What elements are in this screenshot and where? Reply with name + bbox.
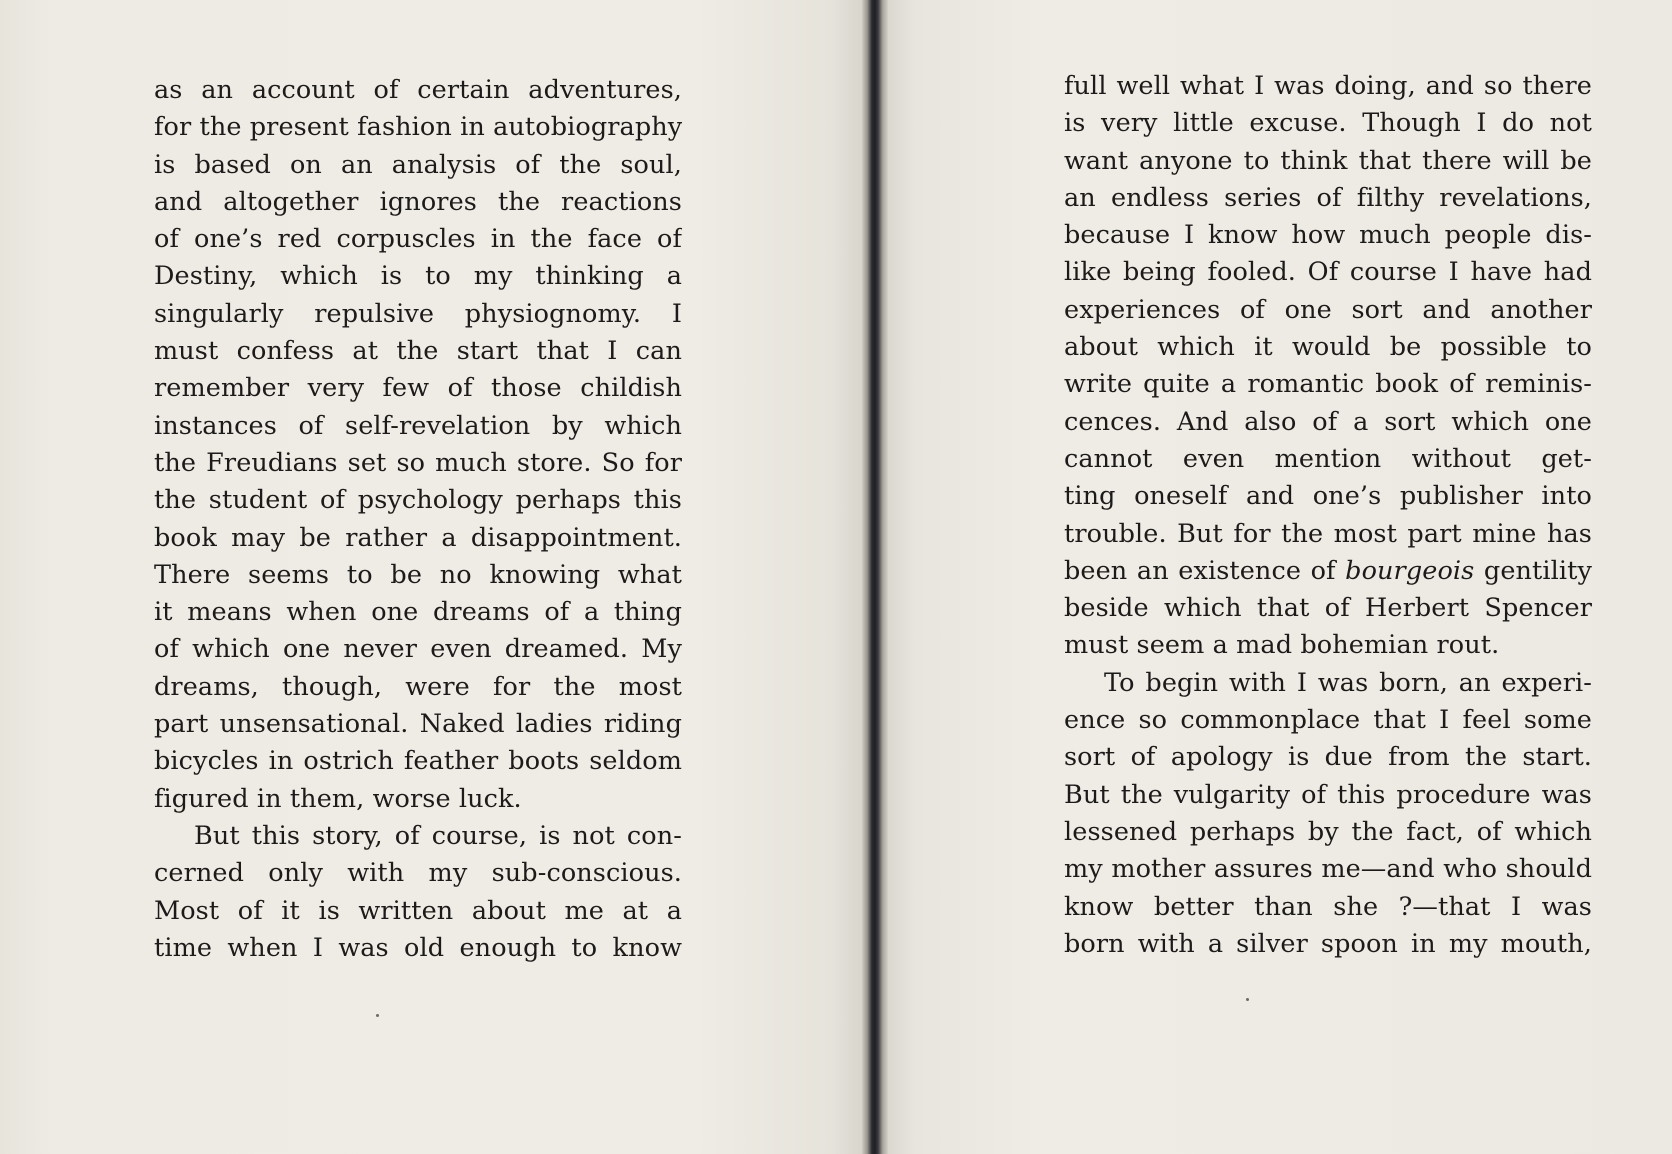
text-line: is very little excuse. Though I do not — [1064, 108, 1592, 139]
text-line: the student of psychology perhaps this — [154, 485, 682, 516]
text-line: ting oneself and one’s publisher into — [1064, 481, 1592, 512]
text-line: There seems to be no knowing what — [154, 559, 682, 590]
text-line: as an account of certain adventures, — [154, 75, 682, 105]
text-line: is based on an analysis of the soul, — [154, 149, 682, 180]
text-line: ence so commonplace that I feel some — [1064, 705, 1592, 736]
paragraph-end-line: figured in them, worse luck. — [154, 783, 522, 814]
text-line: book may be rather a disappointment. — [154, 522, 682, 553]
italic-word: bourgeois — [1345, 555, 1475, 586]
paragraph-end-line: must seem a mad bohemian rout. — [1064, 630, 1500, 661]
text-line: know better than she ?—that I was — [1064, 891, 1592, 922]
text-line: dreams, though, were for the most — [154, 671, 682, 702]
text-line: beside which that of Herbert Spencer — [1064, 593, 1592, 624]
text-line-with-italic — [1064, 553, 1592, 590]
text-line: instances of self-revelation by which — [154, 410, 682, 441]
text-run: gentility — [1474, 555, 1592, 586]
text-line: my mother assures me—and who should — [1064, 854, 1592, 885]
text-line: But the vulgarity of this procedure was — [1064, 779, 1592, 810]
text-line: cerned only with my sub-conscious. — [154, 858, 682, 889]
text-line: and altogether ignores the reactions — [154, 186, 682, 217]
text-line: about which it would be possible to — [1064, 332, 1592, 363]
text-run: been an existence of — [1064, 555, 1346, 586]
book-gutter — [862, 0, 888, 1154]
text-line: it means when one dreams of a thing — [154, 597, 682, 628]
paragraph-start-line: To begin with I was born, an experi- — [1104, 667, 1592, 698]
text-line: cannot even mention without get- — [1064, 443, 1592, 474]
text-line: like being fooled. Of course I have had — [1064, 257, 1592, 288]
text-line: remember very few of those childish — [154, 373, 682, 404]
right-page-text — [1064, 68, 1592, 963]
text-line: the Freudians set so much store. So for — [154, 447, 682, 478]
text-line: singularly repulsive physiognomy. I — [154, 298, 682, 329]
text-line: of which one never even dreamed. My — [154, 634, 682, 665]
text-line: part unsensational. Naked ladies riding — [154, 709, 682, 740]
text-line: time when I was old enough to know — [154, 932, 682, 963]
text-line: experiences of one sort and another — [1064, 294, 1592, 325]
text-line: cences. And also of a sort which one — [1064, 406, 1592, 437]
text-line: of one’s red corpuscles in the face of — [154, 224, 682, 255]
left-page-text — [154, 72, 682, 967]
text-line: Destiny, which is to my thinking a — [154, 261, 682, 292]
text-line: full well what I was doing, and so there — [1064, 71, 1592, 101]
text-line: want anyone to think that there will be — [1064, 145, 1592, 176]
paper-speck — [376, 1014, 379, 1017]
text-line: bicycles in ostrich feather boots seldom — [154, 746, 682, 777]
text-line: Most of it is written about me at a — [154, 895, 682, 926]
text-line: sort of apology is due from the start. — [1064, 742, 1592, 773]
text-line: write quite a romantic book of reminis- — [1064, 369, 1592, 400]
text-line: for the present fashion in autobiography — [154, 112, 682, 143]
text-line: must confess at the start that I can — [154, 336, 682, 367]
paragraph-start-line: But this story, of course, is not con- — [194, 820, 682, 851]
text-line: an endless series of filthy revelations, — [1064, 182, 1592, 213]
paper-speck — [1246, 998, 1249, 1001]
text-line: lessened perhaps by the fact, of which — [1064, 816, 1592, 847]
text-line: born with a silver spoon in my mouth, — [1064, 928, 1592, 959]
text-line: trouble. But for the most part mine has — [1064, 518, 1592, 549]
text-line: because I know how much people dis- — [1064, 220, 1592, 251]
